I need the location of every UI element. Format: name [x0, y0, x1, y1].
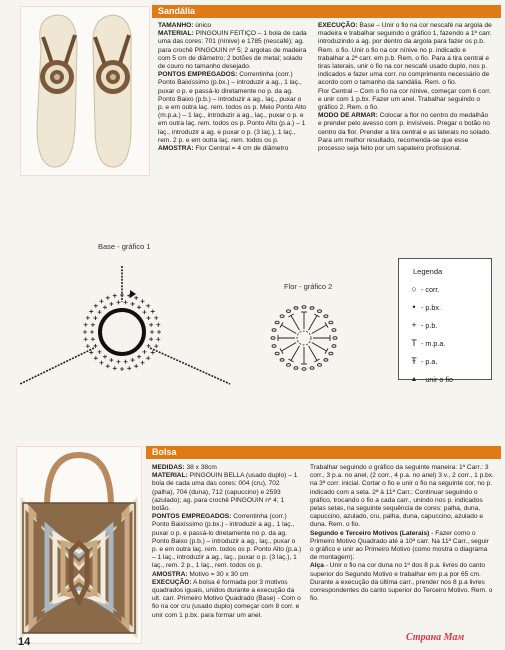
legend-item: ▲ - unir o fio — [407, 370, 491, 388]
petal-cap — [280, 322, 283, 327]
plus-mark — [146, 304, 150, 308]
chain-stitch — [332, 345, 336, 348]
petal-stitch — [281, 343, 296, 352]
plus-mark — [124, 300, 128, 304]
chain-stitch — [318, 310, 322, 313]
bolsa-column-1 — [152, 464, 302, 620]
bolsa-column-2 — [310, 464, 494, 603]
sandalia-column-1 — [158, 22, 308, 153]
plus-mark — [149, 337, 153, 341]
sandalia-column-2 — [318, 22, 492, 153]
base-diagram-label: Base - gráfico 1 — [98, 242, 151, 251]
plus-mark — [94, 304, 98, 308]
plus-mark — [91, 323, 95, 327]
section-header-sandalia — [152, 5, 501, 18]
plus-mark — [150, 330, 154, 334]
plus-mark — [134, 364, 138, 368]
plus-mark — [84, 337, 88, 341]
triangle-icon: ▲ — [410, 375, 418, 383]
petal-cap — [314, 359, 319, 362]
legend-box — [398, 258, 492, 384]
oval-icon: ○ — [411, 284, 417, 294]
page-number: 14 — [18, 636, 31, 648]
chain-stitch — [280, 359, 284, 362]
bag-photo — [16, 446, 142, 644]
plus-mark — [124, 360, 128, 364]
flor-diagram-label: Flor - gráfico 2 — [284, 282, 333, 291]
text-block: Trabalhar seguindo o gráfico da seguinte maneira: 1ª Carr.: 3 corr., 3 p.a. no anel, (2 corr., 4 p.a. no anel) 3 v., 2 corr., 1 p.bx. na 3ª corr. inicial. Cortar o fio e unir o fio na seguinte cor, no p. indicado com a seta. 2ª à 11ª Carr.: Continuar seguindo o gráfico, trocando o fio a cada carr., unindo nos p. indicados pelas setas, na seguinte sequência de cores: palha, duna, capuccino, azulado, cru, palha, duna, capuccino, azulado e duna. Rem. o fio. — [310, 464, 494, 529]
plus-mark — [137, 305, 141, 309]
text-block: MODO DE ARMAR: Colocar a flor no centro do medalhão e prender pelo avesso com p. invisíveis. Pregar o botão no centro da flor. Prender a tira central e as laterais no solado. Para um melhor resultado, recomenda-se que esse processo seja feito por um sapateiro profissional. — [318, 112, 491, 153]
text-block: Alça - Unir o fio na cor duna no 1º dos 8 p.a. livres do canto superior do Segundo Motivo e trabalhar em p.a por 65 cm. Durante a execução da última carr., prender nos 8 p.a livres correspondentes do canto superior do Terceiro Motivo. Rem. o fio. — [310, 562, 493, 603]
plus-mark — [142, 350, 146, 354]
plus-mark — [157, 330, 161, 334]
petal-stitch — [291, 315, 300, 330]
section-title: Bolsa — [152, 447, 177, 457]
section-header-bolsa — [146, 446, 501, 459]
text-block: EXECUÇÃO: A bolsa é formada por 3 motivos quadrados iguais, unidos durante a execução da ult. carr. Primeiro Motivo Quadrado (Base) - Com o fio na cor cru (usado duplo) começar com 8 corr. e unir com 1 p.bx. para formar um anel. — [152, 578, 301, 619]
legend-item: ○ - corr. — [407, 280, 491, 298]
plus-mark — [137, 355, 141, 359]
plus-mark — [109, 302, 113, 306]
plus-mark — [106, 364, 110, 368]
chain-stitch — [287, 364, 291, 367]
chain-stitch — [302, 306, 306, 309]
legend-item: + - p.b. — [407, 316, 491, 334]
chain-stitch — [310, 307, 314, 310]
chain-stitch — [302, 368, 306, 371]
plus-mark — [131, 302, 135, 306]
chain-stitch — [324, 315, 328, 318]
chain-stitch — [275, 321, 279, 324]
plus-mark — [98, 350, 102, 354]
plus-icon: + — [411, 320, 417, 330]
flor-crochet-diagram — [264, 298, 344, 378]
petal-cap — [280, 348, 283, 353]
plus-mark — [103, 355, 107, 359]
section-title: Sandália — [158, 6, 196, 16]
sandal-photo — [20, 6, 150, 176]
plus-mark — [141, 361, 145, 365]
text-block: EXECUÇÃO: Base – Unir o fio na cor nescafé na argola de madeira e trabalhar seguindo o gráfico 1, fazendo a 1ª carr. introduzindo a ag. por dentro da argola para fazer os p.b. Rem. o fio. Unir o fio na cor nínive no p. indicado e trabalhar a 2ª carr. em p.b. Rem. o fio. Para a tira central e tiras laterais, unir o fio na cor nescafé usado duplo, nos p. indicados e fazer uma corr. no comprimento necessário de acordo com o tamanho da sandália. Rem. o fio. — [318, 22, 492, 87]
plus-mark — [99, 299, 103, 303]
plus-mark — [86, 316, 90, 320]
text-block: AMOSTRA: Motivo = 30 x 30 cm — [152, 570, 249, 578]
petal-stitch — [312, 343, 327, 352]
petal-stitch — [309, 346, 318, 361]
plus-mark — [142, 310, 146, 314]
chain-stitch — [272, 345, 276, 348]
chain-stitch — [280, 315, 284, 318]
plus-mark — [156, 323, 160, 327]
petal-cap — [325, 322, 328, 327]
plus-mark — [83, 330, 87, 334]
chain-stitch — [294, 367, 298, 370]
legend-item: T - m.p.a. — [407, 334, 491, 352]
plus-mark — [147, 316, 151, 320]
base-crochet-diagram — [10, 252, 250, 402]
plus-mark — [146, 356, 150, 360]
text-block: PONTOS EMPREGADOS: Correntinha (corr.) Ponto Baixíssimo (p.bx.) – introduzir a ag., 1 laç., puxar o p. e passá-lo diretamente no p. da ag. Ponto Baixo (p.b.) – introduzir a ag., laç., puxar o p. e em outra laç. rem. todos os p. Meio Ponto Alto (m.p.a.) – 1 laç., introduzir a ag., laç., puxar o p. e em outra laç. rem. todos os p. Ponto Alto (p.a.) – 1 laç., introduzir a ag. e puxar o p. (3 laç.), 1 laç., rem. 2 p. e em outra laç. rem. todos os p. — [158, 71, 307, 144]
petal-cap — [288, 314, 293, 317]
text-block: TAMANHO: único — [158, 22, 212, 29]
chain-stitch — [332, 329, 336, 332]
plus-mark — [109, 358, 113, 362]
plus-mark — [154, 316, 158, 320]
text-block: PONTOS EMPREGADOS: Correntinha (corr.) Ponto Baixíssimo (p.bx.) - introduzir a ag., 1 laç., puxar o p. e passá-lo diretamente no p. da ag. Ponto Baixo (p.b.) – introduzir a ag., laç., puxar o p. e em outra laç. rem. todos os p. Ponto Alto (p.a.) – 1 laç., introduzir a ag., laç., puxar o p. (3 laç.), 1 laç., rem. 2 p., 1 laç., rem. todos os p. — [152, 513, 302, 570]
plus-mark — [127, 366, 131, 370]
plus-mark — [134, 296, 138, 300]
plus-mark — [86, 344, 90, 348]
plus-mark — [151, 351, 155, 355]
watermark: Страна Мам — [406, 632, 465, 643]
petal-stitch — [291, 346, 300, 361]
petal-stitch — [281, 325, 296, 334]
plus-mark — [149, 323, 153, 327]
petal-cap — [314, 314, 319, 317]
chain-stitch — [287, 310, 291, 313]
plus-mark — [99, 361, 103, 365]
t-slash-icon: Ŧ — [411, 356, 417, 366]
chain-stitch — [329, 321, 333, 324]
plus-mark — [141, 299, 145, 303]
chain-stitch — [294, 307, 298, 310]
plus-mark — [106, 296, 110, 300]
plus-mark — [93, 344, 97, 348]
plus-mark — [151, 309, 155, 313]
chain-stitch — [271, 337, 275, 340]
plus-mark — [116, 360, 120, 364]
text-block: AMOSTRA: Flor Central = 4 cm de diâmetro — [158, 145, 289, 153]
chain-stitch — [324, 359, 328, 362]
text-block: Flor Central – Com o fio na cor nínive, começar com 6 corr. e unir com 1 p.bx. Fazer um anel. Trabalhar seguindo o gráfico 2. Rem. o fio. — [318, 87, 491, 112]
plus-mark — [90, 330, 94, 334]
legend-title: Legenda — [413, 267, 443, 276]
text-block: MATERIAL: PINGOUIN BELLA (usado duplo) – 1 bola de cada uma das cores: 004 (cru), 702 (palha), 704 (duna), 712 (capuccino) e 2593 (azulado); ag. para crochê PINGOUIN nº 4; 1 botão. — [152, 472, 298, 513]
plus-mark — [120, 367, 124, 371]
plus-mark — [120, 293, 124, 297]
plus-mark — [147, 344, 151, 348]
plus-mark — [113, 366, 117, 370]
petal-cap — [325, 348, 328, 353]
plus-mark — [89, 351, 93, 355]
plus-mark — [156, 337, 160, 341]
plus-mark — [154, 344, 158, 348]
plus-mark — [89, 309, 93, 313]
chain-stitch — [310, 367, 314, 370]
plus-mark — [91, 337, 95, 341]
plus-mark — [94, 356, 98, 360]
dot-icon: • — [412, 302, 416, 312]
text-block: MATERIAL: PINGOUIN FEITIÇO – 1 bola de cada uma das cores: 701 (nínive) e 1785 (nescafé); ag. para crochê PINGOUIN nº 5; 2 argolas de madeira com 5 cm de diâmetro; 2 botões de metal; solado de couro no tamanho desejado. — [158, 30, 307, 71]
text-block: Segundo e Terceiro Motivos (Laterais) - Fazer como o Primeiro Motivo Quadrado até a 10ª carr. Na 11ª Carr., seguir o gráfico e unir ao Primeiro Motivo (como mostra o diagrama de montagem). — [310, 529, 489, 562]
petal-stitch — [312, 325, 327, 334]
plus-mark — [103, 305, 107, 309]
legend-item: Ŧ - p.a. — [407, 352, 491, 370]
t-icon: T — [411, 338, 417, 348]
legend-item: • - p.bx. — [407, 298, 491, 316]
plus-mark — [116, 300, 120, 304]
plus-mark — [84, 323, 88, 327]
chain-stitch — [275, 352, 279, 355]
plus-mark — [131, 358, 135, 362]
text-block: MEDIDAS: 38 x 38cm — [152, 464, 217, 471]
chain-stitch — [272, 329, 276, 332]
petal-stitch — [309, 315, 318, 330]
chain-stitch — [318, 364, 322, 367]
chain-stitch — [333, 337, 337, 340]
chain-stitch — [329, 352, 333, 355]
plus-mark — [113, 294, 117, 298]
petal-cap — [288, 359, 293, 362]
plus-mark — [93, 316, 97, 320]
plus-mark — [98, 310, 102, 314]
